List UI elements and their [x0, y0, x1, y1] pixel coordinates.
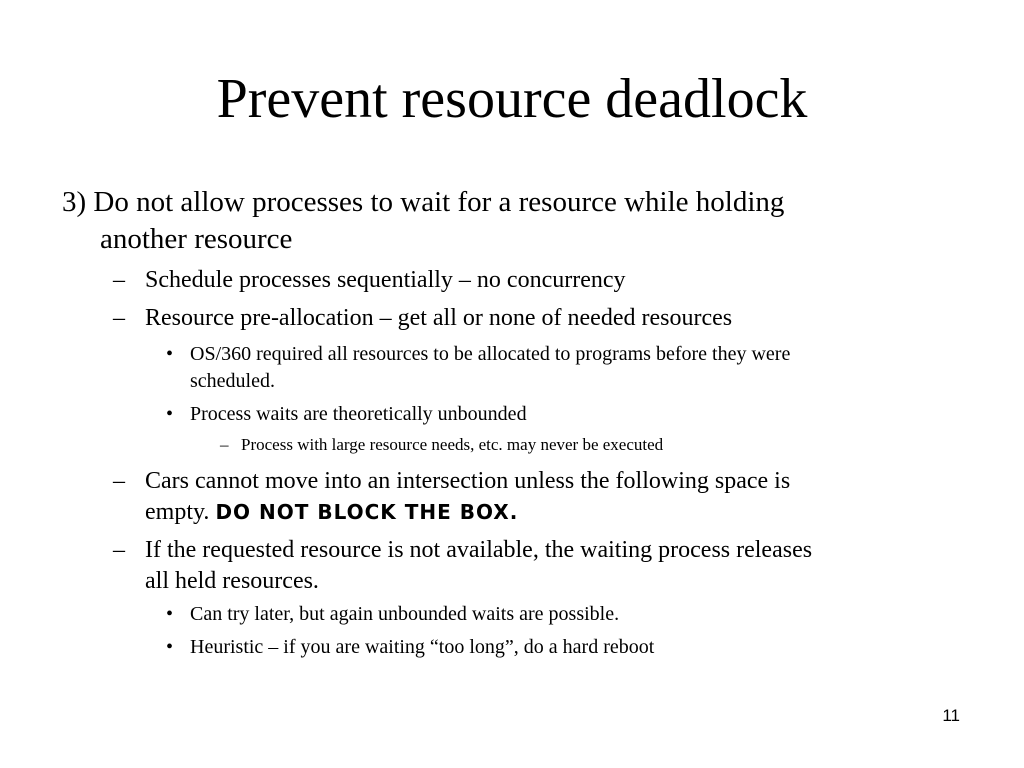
- bullet-os360-line-2: scheduled.: [190, 370, 275, 392]
- dash-marker: –: [220, 435, 229, 454]
- bullet-marker: •: [166, 603, 174, 625]
- slide-title: Prevent resource deadlock: [216, 68, 808, 130]
- main-point-line-1: 3) Do not allow processes to wait for a resource while holding: [62, 186, 785, 218]
- main-point-line-2: another resource: [100, 223, 293, 255]
- sub-item-cars-line-2: [145, 497, 518, 527]
- dash-marker: –: [113, 267, 125, 293]
- sub-item-preallocation: Resource pre-allocation – get all or none of needed resources: [145, 305, 733, 331]
- bullet-marker: •: [166, 636, 174, 658]
- emphasis-block-the-box: DO NOT BLOCK THE BOX.: [215, 500, 519, 524]
- sub-item-release-line-2: all held resources.: [145, 568, 319, 594]
- bullet-unbounded-waits: Process waits are theoretically unbounded: [190, 403, 527, 425]
- dash-marker: –: [113, 537, 125, 563]
- sub-item-release-line-1: If the requested resource is not available, the waiting process releases: [145, 537, 813, 563]
- sub-item-sequential: Schedule processes sequentially – no concurrency: [145, 267, 626, 293]
- page-number: 11: [942, 706, 960, 725]
- sub-sub-item-large-needs: Process with large resource needs, etc. may never be executed: [241, 435, 664, 454]
- dash-marker: –: [113, 468, 125, 494]
- sub-item-cars-prefix: empty.: [145, 499, 216, 525]
- bullet-heuristic: Heuristic – if you are waiting “too long”, do a hard reboot: [190, 636, 655, 658]
- sub-item-cars-line-1: Cars cannot move into an intersection unless the following space is: [145, 468, 791, 494]
- bullet-os360-line-1: OS/360 required all resources to be allocated to programs before they were: [190, 343, 791, 365]
- bullet-marker: •: [166, 403, 174, 425]
- bullet-marker: •: [166, 343, 174, 365]
- bullet-try-later: Can try later, but again unbounded waits are possible.: [190, 603, 620, 625]
- dash-marker: –: [113, 305, 125, 331]
